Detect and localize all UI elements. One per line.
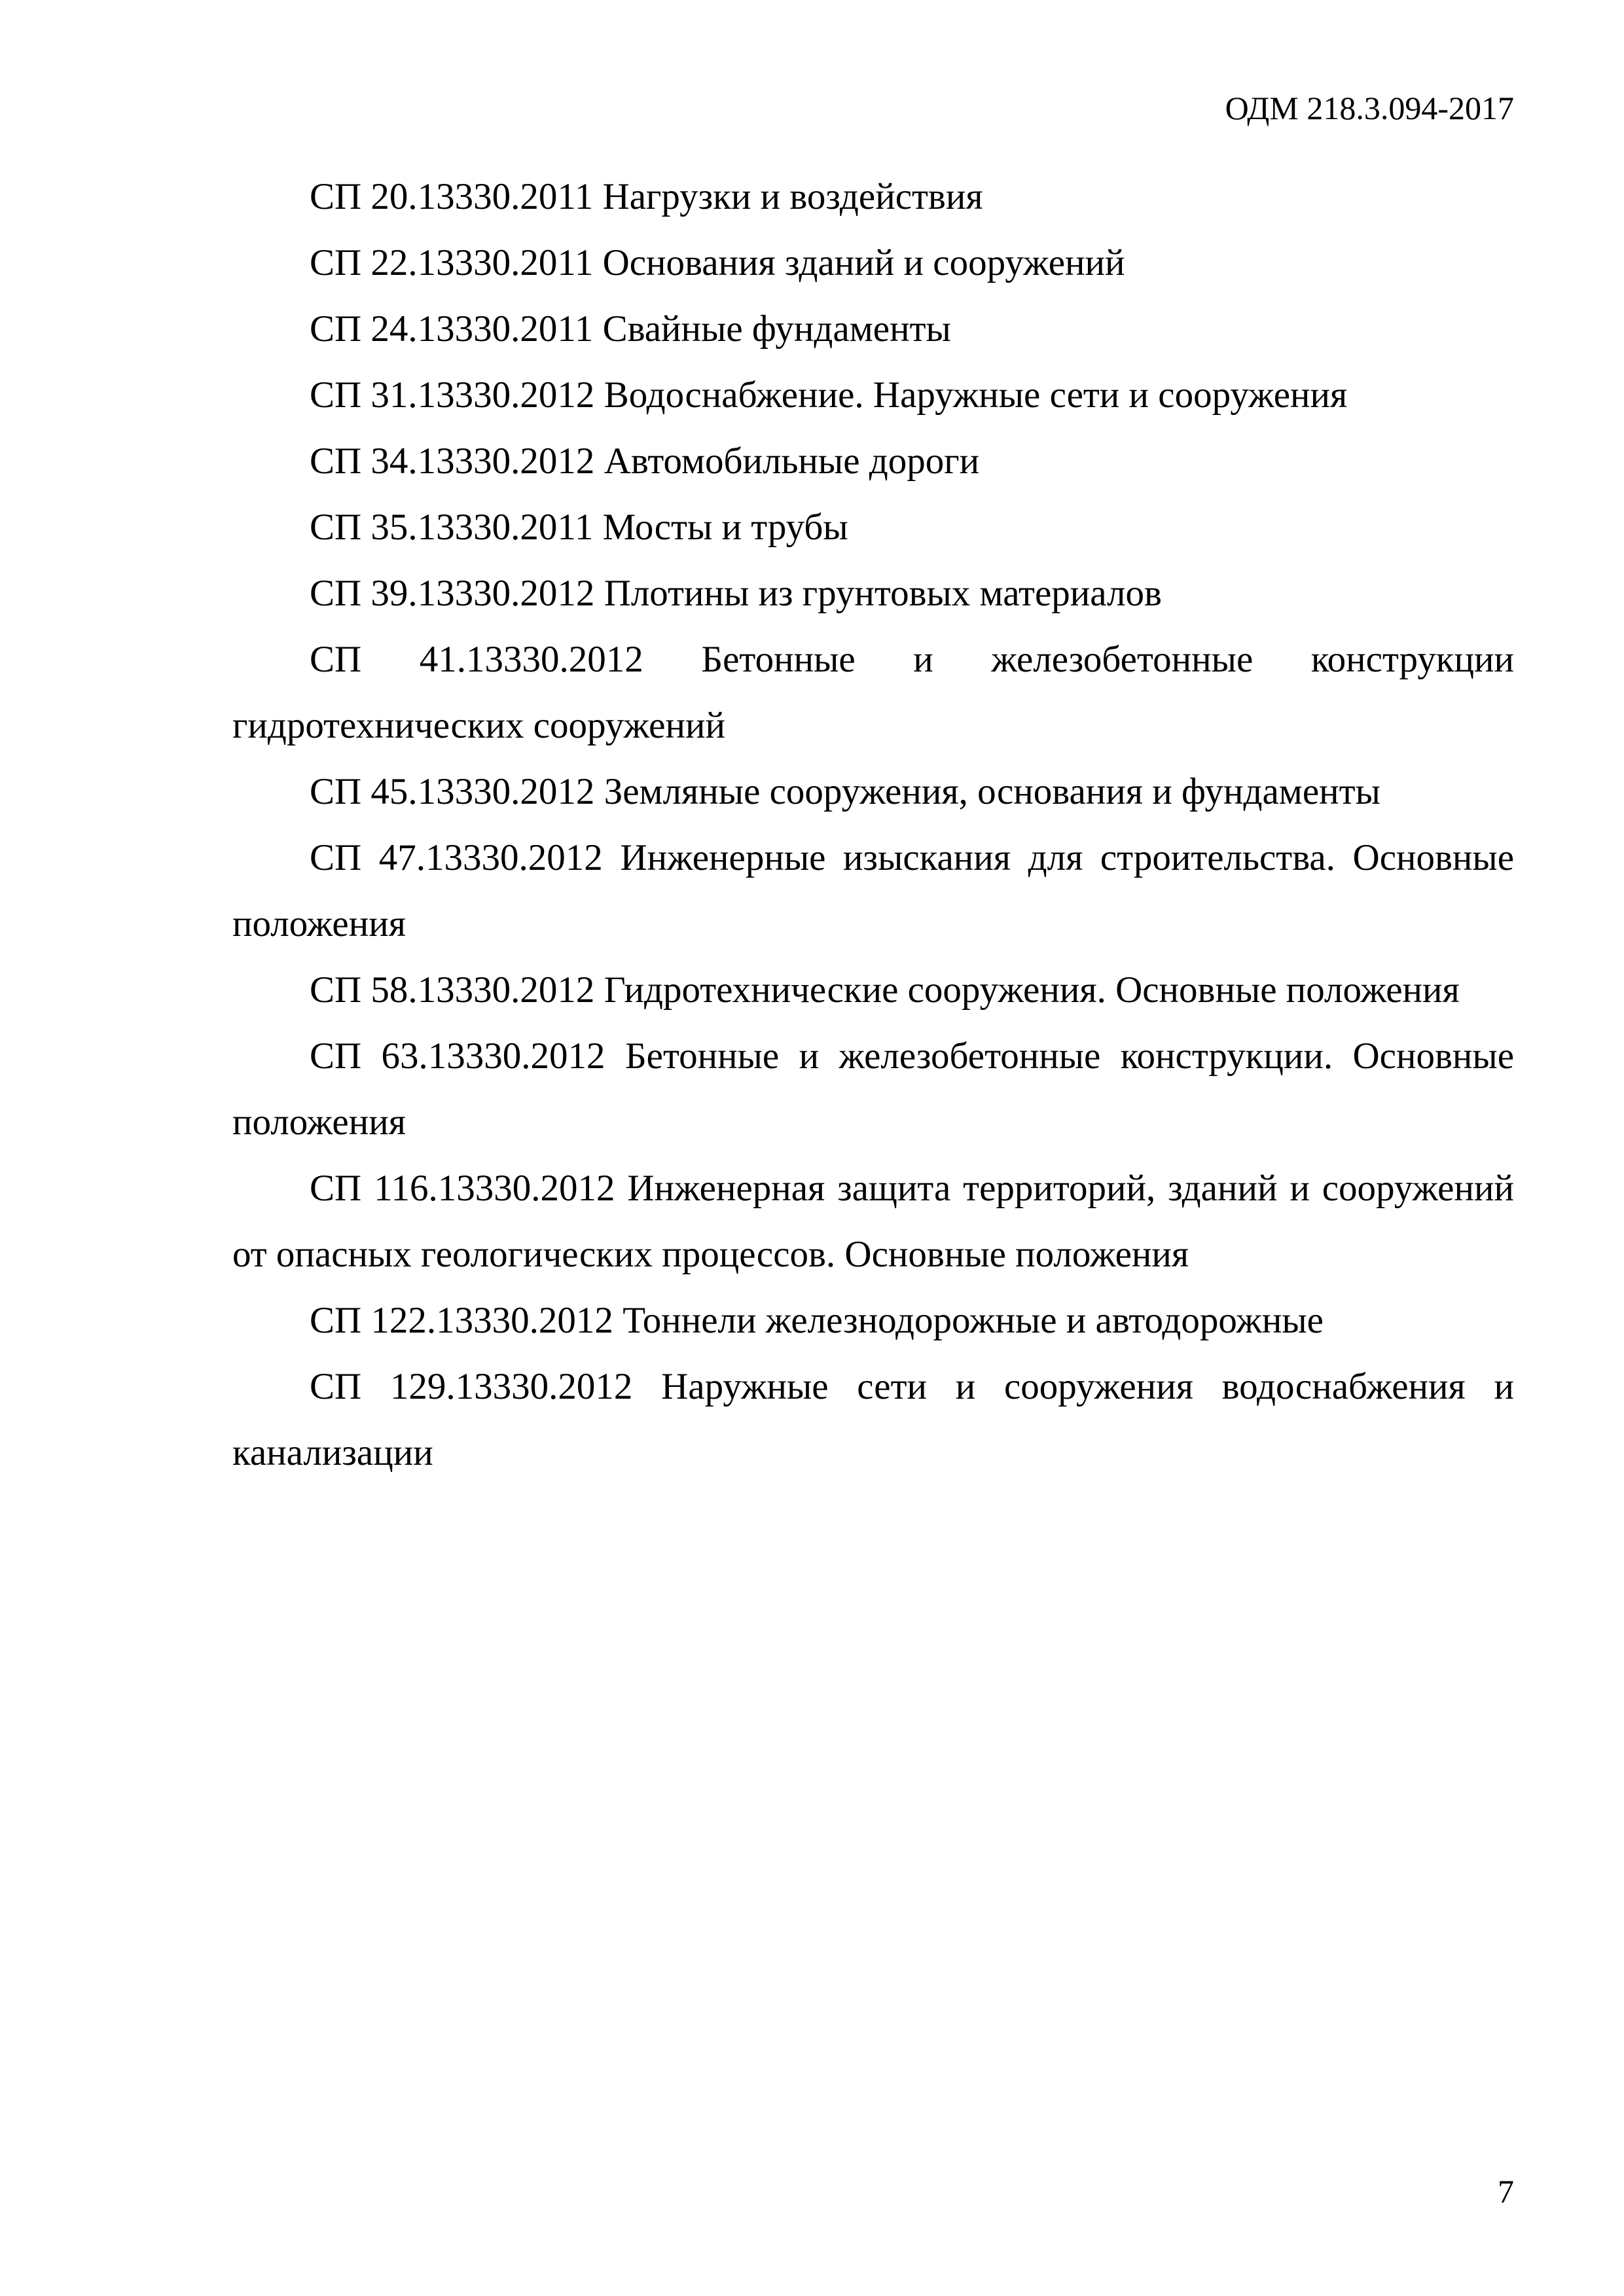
reference-title: Водоснабжение. Наружные сети и сооружения [604,374,1348,416]
references-list [232,164,1514,1486]
reference-code: СП 20.13330.2011 [310,176,594,217]
reference-item [232,1354,1514,1486]
reference-code: СП 31.13330.2012 [310,374,595,416]
reference-code: СП 34.13330.2012 [310,440,595,482]
reference-title: Автомобильные дороги [604,440,980,482]
reference-item [232,494,1514,560]
reference-code: СП 122.13330.2012 [310,1300,613,1341]
reference-code: СП 45.13330.2012 [310,771,595,812]
reference-item [232,164,1514,230]
document-code-header: ОДМ 218.3.094-2017 [1225,90,1514,126]
reference-title: Наружные сети и сооружения водоснабжения и канализации [232,1366,1514,1473]
reference-title: Бетонные и железобетонные конструкции. Основные положения [232,1035,1514,1143]
reference-item [232,825,1514,957]
reference-code: СП 58.13330.2012 [310,969,595,1011]
reference-title: Бетонные и железобетонные конструкции гидротехнических сооружений [232,639,1515,746]
reference-title: Земляные сооружения, основания и фундаменты [604,771,1380,812]
reference-item [232,957,1514,1023]
reference-code: СП 35.13330.2011 [310,507,594,548]
reference-title: Свайные фундаменты [602,308,951,350]
reference-item [232,1155,1514,1287]
reference-code: СП 22.13330.2011 [310,242,594,283]
reference-title: Основания зданий и сооружений [602,242,1125,283]
reference-item [232,296,1514,362]
reference-code: СП 39.13330.2012 [310,573,595,614]
reference-code: СП 24.13330.2011 [310,308,594,350]
reference-item [232,759,1514,825]
reference-item [232,626,1514,759]
reference-title: Тоннели железнодорожные и автодорожные [623,1300,1324,1341]
reference-code: СП 41.13330.2012 [310,639,643,680]
reference-title: Гидротехнические сооружения. Основные положения [604,969,1460,1011]
page-number: 7 [1498,2173,1514,2210]
reference-item [232,1287,1514,1354]
reference-item [232,428,1514,494]
reference-item [232,362,1514,428]
reference-title: Мосты и трубы [602,507,848,548]
reference-item [232,230,1514,296]
reference-item [232,1023,1514,1155]
reference-code: СП 129.13330.2012 [310,1366,633,1407]
reference-code: СП 47.13330.2012 [310,837,603,878]
reference-item [232,560,1514,626]
reference-title: Инженерные изыскания для строительства. Основные положения [232,837,1515,944]
reference-code: СП 63.13330.2012 [310,1035,605,1077]
reference-title: Плотины из грунтовых материалов [604,573,1162,614]
reference-code: СП 116.13330.2012 [310,1168,615,1209]
reference-title: Нагрузки и воздействия [602,176,983,217]
reference-title: Инженерная защита территорий, зданий и сооружений от опасных геологических процессов. Основные положения [232,1168,1514,1275]
